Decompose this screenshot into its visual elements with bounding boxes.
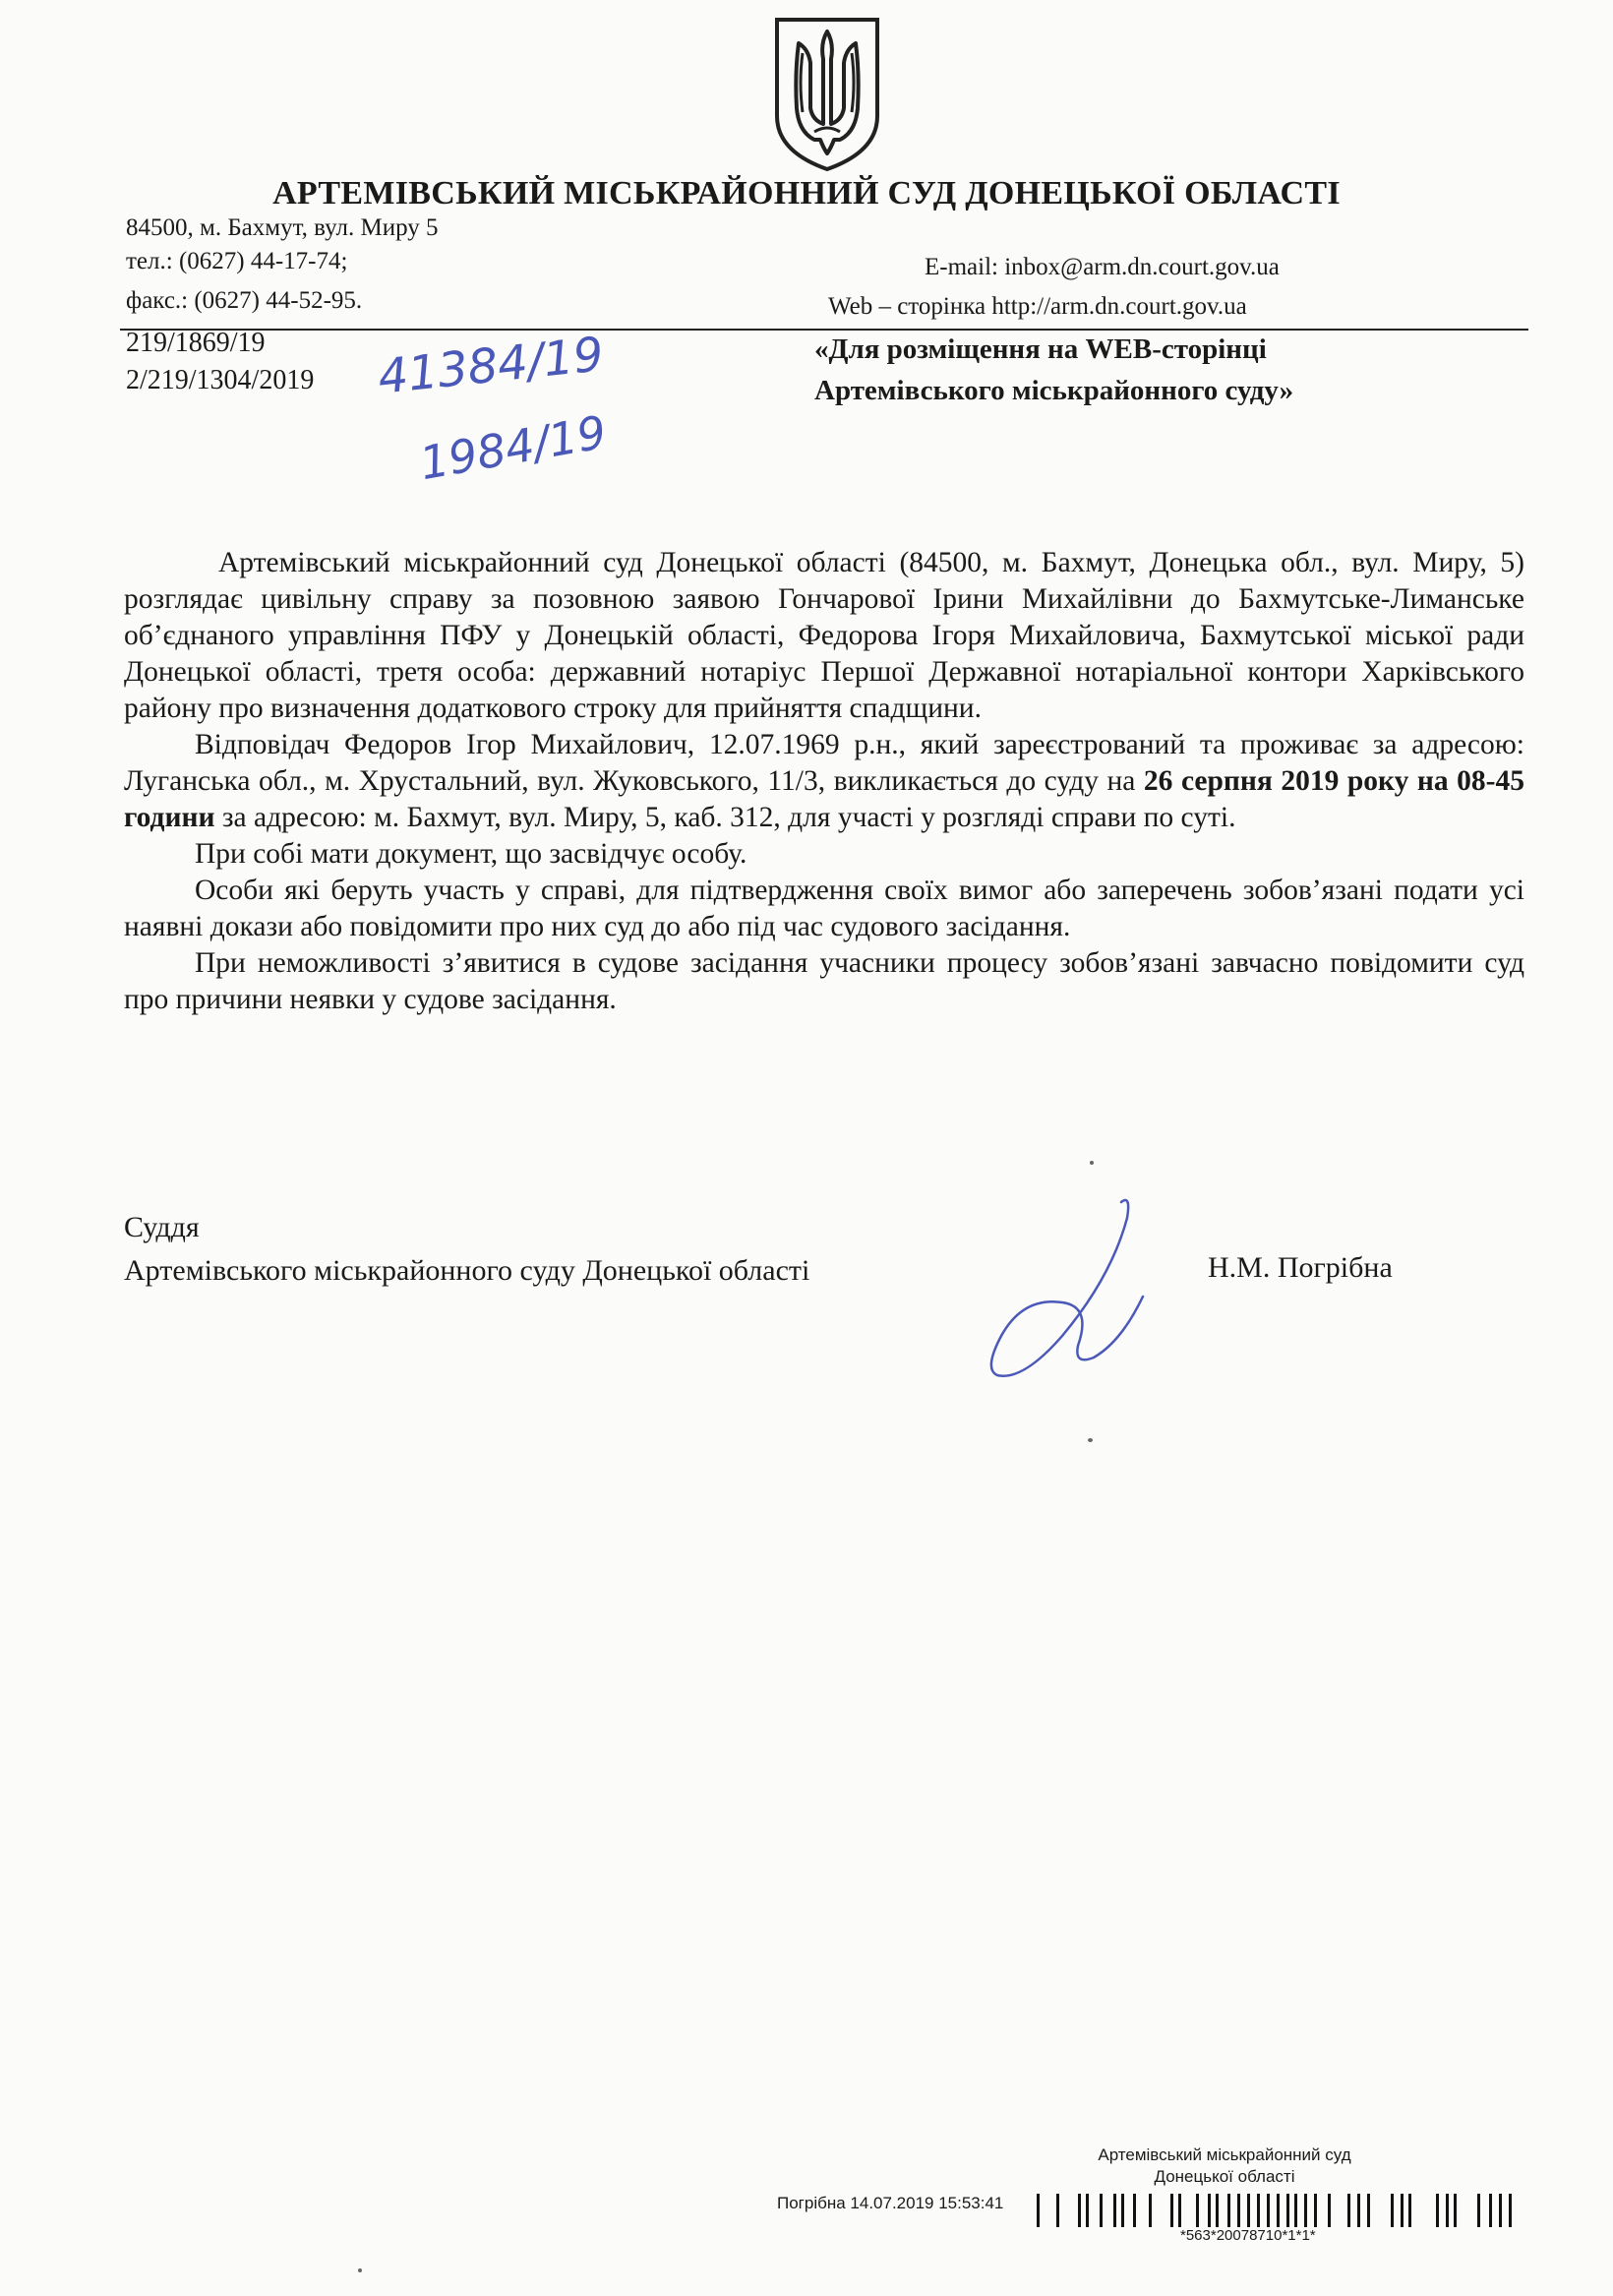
paragraph-evidence: Особи які беруть участь у справі, для підтвердження своїх вимог або заперечень зобов’язані подати усі наявні докази або повідомити про них суд до або під час судового засідання. — [124, 875, 1524, 942]
court-phone: тел.: (0627) 44-17-74; — [126, 248, 348, 274]
court-address: 84500, м. Бахмут, вул. Миру 5 — [126, 214, 439, 241]
handwritten-signature-icon — [984, 1188, 1170, 1385]
registry-stamp-line-2: Донецької області — [1154, 2167, 1295, 2186]
barcode-icon — [1035, 2190, 1517, 2229]
court-name: АРТЕМІВСЬКИЙ МІСЬКРАЙОННИЙ СУД ДОНЕЦЬКОЇ ОБЛАСТІ — [272, 175, 1341, 211]
scan-speck — [1090, 1161, 1094, 1165]
web-note — [814, 329, 1293, 411]
paragraph-identity-document: При собі мати документ, що засвідчує особу. — [195, 838, 747, 870]
scan-speck — [358, 2268, 362, 2272]
summons-text-end: за адресою: м. Бахмут, вул. Миру, 5, каб. 312, для участі у розгляді справи по суті. — [214, 802, 1236, 833]
judge-name: Н.М. Погрібна — [1208, 1251, 1393, 1284]
registry-stamp — [1062, 2145, 1387, 2188]
case-number-1: 219/1869/19 — [126, 328, 266, 358]
hearing-date: 26 серпня 2019 року на 08-45 години — [124, 765, 1524, 833]
handwritten-number-2: 1984/19 — [415, 404, 611, 491]
court-fax: факс.: (0627) 44-52-95. — [126, 287, 363, 314]
barcode-number: *563*20078710*1*1* — [1180, 2227, 1316, 2244]
signature-title: Суддя — [124, 1211, 200, 1243]
case-number-2: 2/219/1304/2019 — [126, 365, 315, 395]
summons-text-start: Відповідач Федоров Ігор Михайлович, 12.07.1969 р.н., який зареєстрований та проживає за адресою: Луганська обл., м. Хрустальний, вул. Жуковського, 11/3, викликається до суду на — [124, 729, 1524, 797]
registry-stamp-line-1: Артемівський міськрайонний суд — [1098, 2145, 1351, 2164]
web-note-line-1: «Для розміщення на WEB-сторінці — [814, 333, 1267, 365]
signature-block — [124, 1206, 809, 1293]
document-body — [124, 545, 1524, 1018]
handwritten-number-1: 41384/19 — [375, 327, 607, 405]
paragraph-case-description: Артемівський міськрайонний суд Донецької області (84500, м. Бахмут, Донецька обл., вул. Миру, 5) розглядає цивільну справу за позовною заявою Гончарової Ірини Михайлівни до Бахмутське-Лиманське об’єднаного управління ПФУ у Донецькій області, Федорова Ігоря Михайловича, Бахмутської міської ради Донецької області, третя особа: державний нотаріус Першої Державної нотаріальної контори Харківського району про визначення додаткового строку для прийняття спадщини. — [124, 547, 1524, 724]
court-web: Web – сторінка http://arm.dn.court.gov.ua — [828, 293, 1247, 320]
web-note-line-2: Артемівського міськрайонного суду» — [814, 375, 1294, 406]
scan-speck — [1088, 1438, 1093, 1442]
court-email: E-mail: inbox@arm.dn.court.gov.ua — [925, 254, 1280, 280]
coat-of-arms-icon — [769, 14, 885, 173]
registry-datetime: Погрібна 14.07.2019 15:53:41 — [777, 2194, 1004, 2212]
paragraph-summons — [124, 727, 1524, 836]
signature-court: Артемівського міськрайонного суду Донецької області — [124, 1254, 810, 1287]
paragraph-absence-notice: При неможливості з’явитися в судове засідання учасники процесу зобов’язані завчасно повідомити суд про причини неявки у судове засідання. — [124, 947, 1524, 1015]
